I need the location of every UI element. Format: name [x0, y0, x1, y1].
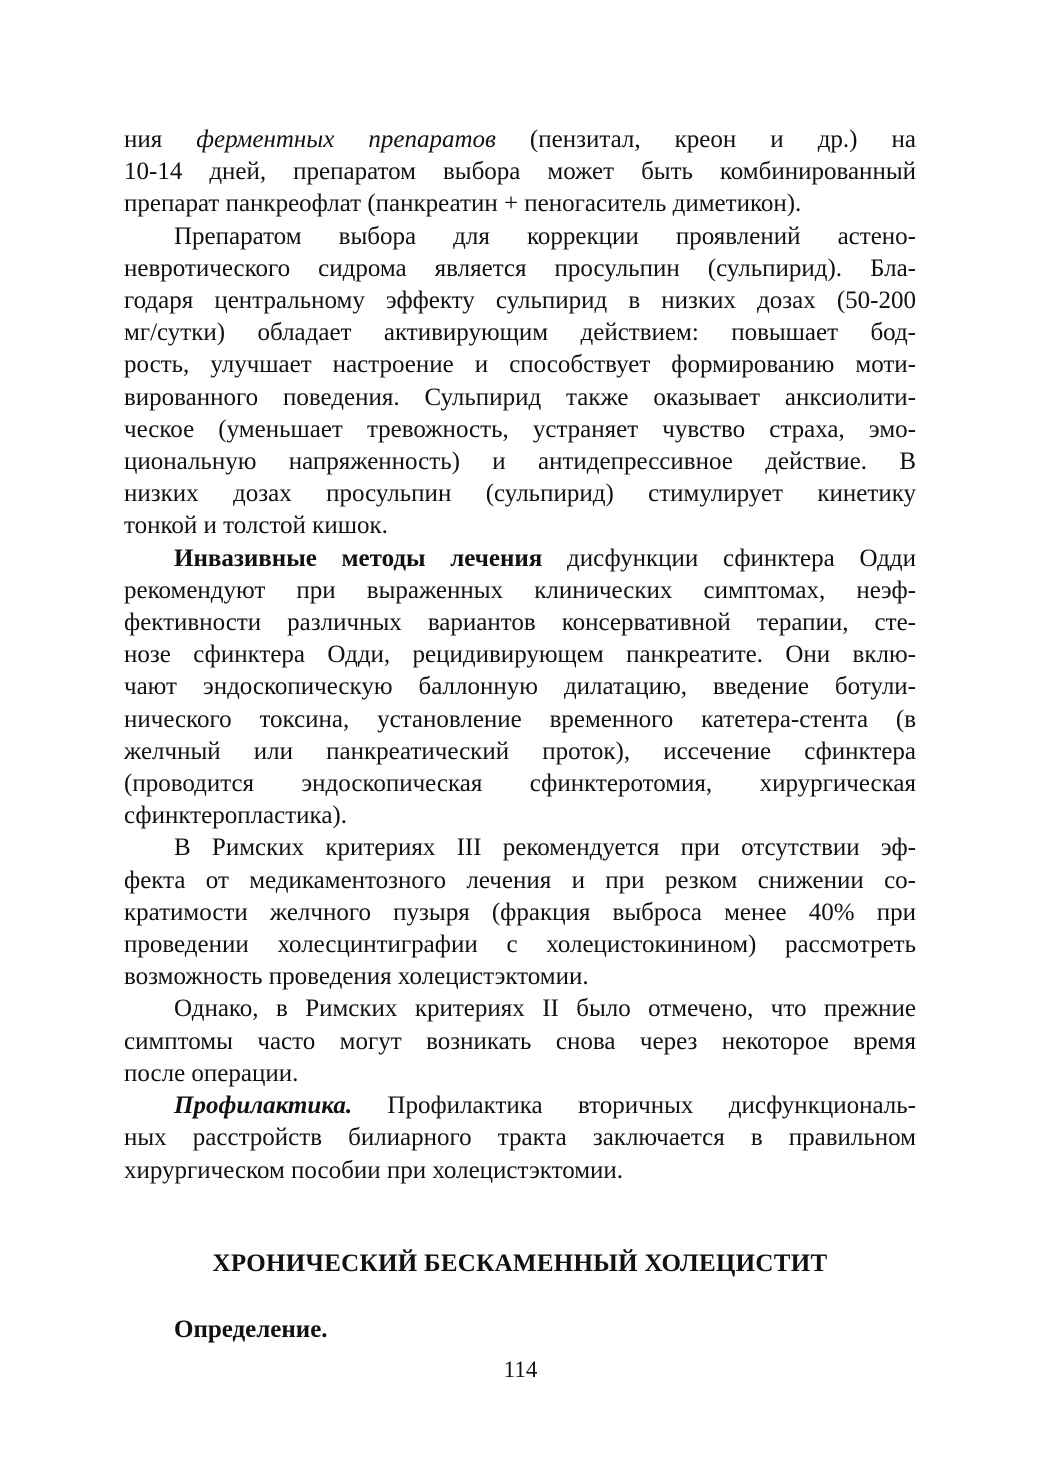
- text-line: сфинктеропластика).: [124, 802, 347, 830]
- text-line: нозе сфинктера Одди, рецидивирующем панкреатите. Они вклю-: [124, 641, 916, 669]
- text-line: Однако, в Римских критериях II было отмечено, что прежние: [174, 995, 916, 1023]
- body-text: [124, 124, 916, 1187]
- text-line: ческое (уменьшает тревожность, устраняет чувство страха, эмо-: [124, 415, 916, 443]
- text-line: [124, 1090, 916, 1122]
- text-line: низких дозах просульпин (сульпирид) стимулирует кинетику: [124, 480, 916, 508]
- bold-italic-term: Профилактика.: [174, 1092, 353, 1120]
- text-line: циональную напряженность) и антидепрессивное действие. В: [124, 448, 916, 476]
- text-line: симптомы часто могут возникать снова через некоторое время: [124, 1027, 916, 1055]
- text-span: ния: [124, 126, 197, 153]
- subheading-definition: Определение.: [174, 1316, 328, 1343]
- bold-term: Инвазивные методы лечения: [174, 544, 543, 572]
- text-line: [124, 543, 916, 575]
- text-line: ных расстройств билиарного тракта заключается в правильном: [124, 1124, 916, 1152]
- text-span: Профилактика вторичных дисфункциональ-: [352, 1092, 916, 1120]
- text-line: невротического сидрома является просульпин (сульпирид). Бла-: [124, 254, 916, 282]
- text-line: тонкой и толстой кишок.: [124, 512, 388, 540]
- text-line: проведении холесцинтиграфии с холецистокинином) рассмотреть: [124, 931, 916, 959]
- section-heading: ХРОНИЧЕСКИЙ БЕСКАМЕННЫЙ ХОЛЕЦИСТИТ: [212, 1250, 828, 1277]
- text-line: В Римских критериях III рекомендуется при отсутствии эф-: [174, 834, 916, 862]
- text-line: рость, улучшает настроение и способствует формированию моти-: [124, 351, 916, 379]
- paragraph-rome-criteria-iii: [124, 832, 916, 993]
- text-line: препарат панкреофлат (панкреатин + пеногаситель диметикон).: [124, 190, 802, 218]
- text-line: (проводится эндоскопическая сфинктеротомия, хирургическая: [124, 770, 916, 798]
- text-line: Препаратом выбора для коррекции проявлений астено-: [174, 222, 916, 250]
- paragraph-asthenoneurotic: [124, 221, 916, 543]
- paragraph-invasive-methods: [124, 543, 916, 833]
- paragraph-prevention: [124, 1090, 916, 1187]
- text-line: фективности различных вариантов консервативной терапии, сте-: [124, 609, 916, 637]
- text-line: [124, 124, 916, 156]
- text-line: нического токсина, установление временного катетера-стента (в: [124, 705, 916, 733]
- text-line: фекта от медикаментозного лечения и при резком снижении со-: [124, 866, 916, 894]
- text-line: 10-14 дней, препаратом выбора может быть комбинированный: [124, 158, 916, 186]
- text-line: хирургическом пособии при холецистэктомии.: [124, 1156, 624, 1184]
- text-line: кратимости желчного пузыря (фракция выброса менее 40% при: [124, 898, 916, 926]
- paragraph-rome-criteria-ii: [124, 993, 916, 1090]
- text-line: рекомендуют при выраженных клинических симптомах, неэф-: [124, 576, 916, 604]
- text-line: вированного поведения. Сульпирид также оказывает анксиолити-: [124, 383, 916, 411]
- text-line: годаря центральному эффекту сульпирид в низких дозах (50-200: [124, 287, 916, 315]
- text-span: дисфункции сфинктера Одди: [542, 544, 916, 572]
- paragraph-enzyme-preparations: [124, 124, 916, 221]
- text-line: возможность проведения холецистэктомии.: [124, 963, 589, 991]
- page-number: 114: [503, 1357, 538, 1382]
- text-line: желчный или панкреатический проток), иссечение сфинктера: [124, 737, 916, 765]
- text-line: после операции.: [124, 1059, 299, 1087]
- text-line: мг/сутки) обладает активирующим действием: повышает бод-: [124, 319, 916, 347]
- italic-term: ферментных препаратов: [196, 126, 496, 153]
- text-line: чают эндоскопическую баллонную дилатацию, введение ботули-: [124, 673, 916, 701]
- text-span: (пензитал, креон и др.) на: [495, 126, 916, 153]
